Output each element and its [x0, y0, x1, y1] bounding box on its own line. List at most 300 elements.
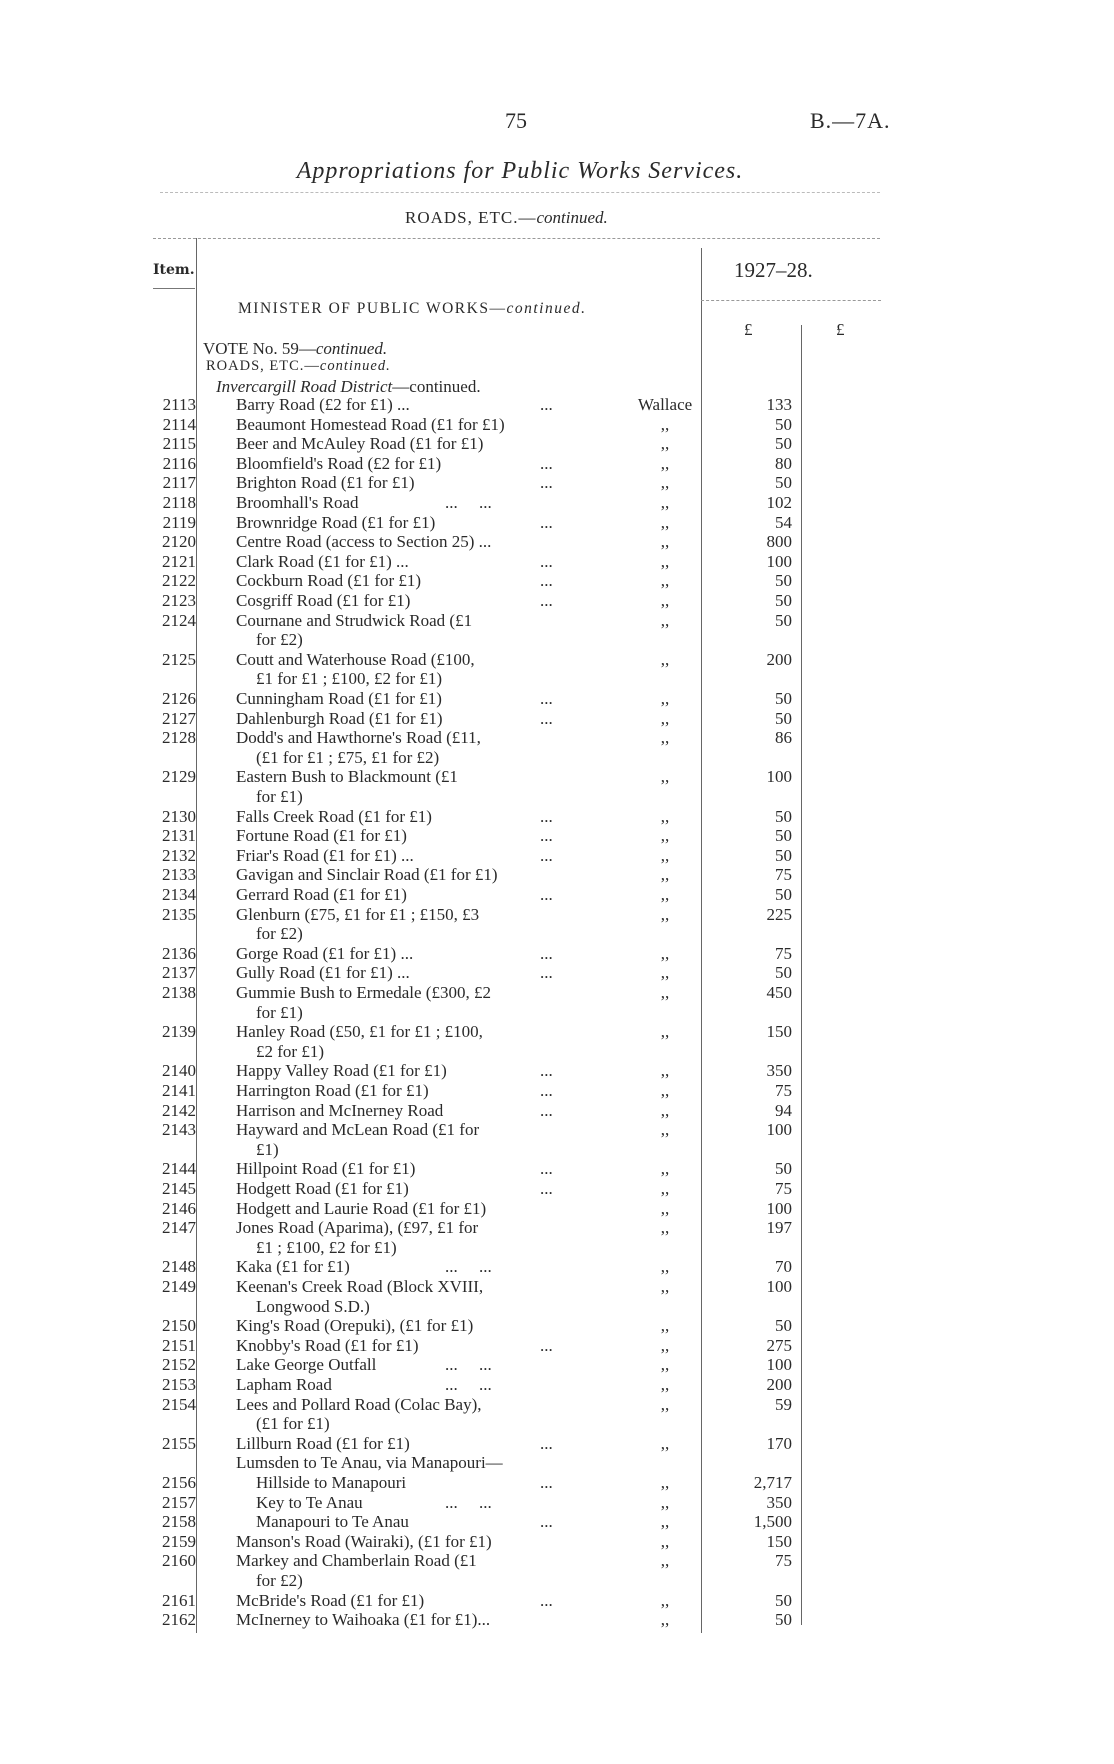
amount-cell: 50: [775, 806, 792, 826]
amount-cell: 50: [775, 473, 792, 493]
table-row: [0, 1022, 1114, 1061]
item-description: [236, 552, 566, 572]
description-text: Dodd's and Hawthorne's Road (£11,: [236, 728, 481, 748]
district-label: Invercargill Road District: [216, 377, 393, 396]
table-row: [0, 885, 1114, 905]
district-cell: ,,: [660, 708, 670, 728]
item-number: 2115: [162, 434, 196, 454]
item-number: 2156: [162, 1473, 196, 1492]
amount-cell: 275: [766, 1335, 792, 1355]
description-text: Lillburn Road (£1 for £1): [236, 1433, 410, 1453]
district-cell: ,,: [660, 1590, 670, 1610]
amount-cell: 100: [766, 551, 792, 571]
district-cell: ,,: [660, 1512, 670, 1532]
description-continuation: for £1): [256, 1002, 303, 1022]
district-cell: ,,: [660, 610, 670, 630]
amount-cell: 2,717: [753, 1473, 792, 1492]
minister-cont: continued.: [506, 300, 587, 317]
table-row: [0, 1159, 1114, 1179]
item-description: [236, 1081, 566, 1101]
district-heading: [216, 377, 481, 397]
item-description: [236, 1277, 566, 1316]
description-text: Happy Valley Road (£1 for £1): [236, 1061, 447, 1081]
table-row: [0, 728, 1114, 767]
amount-cell: 50: [775, 571, 792, 591]
item-number: 2128: [162, 728, 196, 748]
amount-cell: 100: [766, 767, 792, 787]
description-text: Kaka (£1 for £1): [236, 1257, 350, 1277]
item-description: [236, 454, 566, 474]
item-number: 2158: [162, 1512, 196, 1532]
item-description: [236, 1101, 566, 1121]
table-row: [0, 1493, 1114, 1513]
leader-dots: ...: [540, 1081, 553, 1100]
description-text: Manson's Road (Wairaki), (£1 for £1): [236, 1531, 492, 1551]
item-number: 2139: [162, 1022, 196, 1042]
district-cell: ,,: [660, 453, 670, 473]
district-cell: ,,: [660, 728, 670, 748]
table-row: [0, 434, 1114, 454]
district-cell: ,,: [660, 1022, 670, 1042]
amount-cell: 800: [766, 532, 792, 552]
item-description: [236, 1336, 566, 1356]
year-header-rule: [701, 300, 881, 301]
item-number: 2147: [162, 1218, 196, 1238]
table-row: [0, 532, 1114, 552]
district-cell: ,,: [660, 1355, 670, 1375]
district-cell: ,,: [660, 1316, 670, 1336]
leader-dots: ...: [540, 806, 553, 826]
item-number: 2127: [162, 708, 196, 728]
district-cell: ,,: [660, 1335, 670, 1355]
item-number: 2161: [162, 1590, 196, 1610]
district-cell: ,,: [660, 1120, 670, 1140]
district-cont: —continued.: [392, 377, 481, 396]
table-row: [0, 1120, 1114, 1159]
amount-cell: 350: [766, 1061, 792, 1081]
table-row: [0, 846, 1114, 866]
item-number: 2114: [162, 414, 196, 434]
item-description: [236, 1179, 566, 1199]
leader-dots: ... ...: [445, 493, 492, 512]
table-row: [0, 1218, 1114, 1257]
item-number: 2143: [162, 1120, 196, 1140]
amount-cell: 1,500: [753, 1512, 792, 1532]
table-row: [0, 552, 1114, 572]
item-description: [256, 1493, 586, 1513]
item-description: [236, 591, 566, 611]
table-row: [0, 1316, 1114, 1336]
amount-cell: 225: [766, 904, 792, 924]
leader-dots: ...: [540, 473, 553, 493]
description-text: Bloomfield's Road (£2 for £1): [236, 453, 442, 473]
item-description: [236, 1316, 566, 1336]
table-top-rule: [153, 238, 880, 239]
item-description: [236, 885, 566, 905]
district-cell: ,,: [660, 1277, 670, 1296]
description-text: Knobby's Road (£1 for £1): [236, 1335, 419, 1355]
item-description: [236, 1257, 566, 1277]
district-cell: ,,: [660, 1531, 670, 1551]
leader-dots: ...: [540, 689, 553, 708]
page-number: 75: [505, 108, 527, 133]
item-number: 2116: [162, 453, 196, 473]
leader-dots: ...: [540, 845, 553, 865]
item-description: [236, 1395, 566, 1434]
item-description: [236, 944, 566, 964]
description-continuation: for £2): [256, 1570, 303, 1590]
amount-cell: 200: [766, 649, 792, 669]
district-cell: ,,: [660, 885, 670, 904]
table-row: [0, 807, 1114, 827]
item-number: 2134: [162, 885, 196, 904]
leader-dots: ... ...: [445, 1375, 492, 1394]
leader-dots: ...: [540, 1473, 553, 1492]
table-row: [0, 767, 1114, 806]
amount-cell: 50: [775, 610, 792, 630]
district-cell: ,,: [660, 1492, 670, 1512]
item-description: [256, 1473, 586, 1493]
item-number: 2155: [162, 1433, 196, 1453]
district-cell: ,,: [660, 1100, 670, 1120]
district-cell: ,,: [660, 983, 670, 1002]
description-text: Hillpoint Road (£1 for £1): [236, 1159, 416, 1179]
item-number: 2145: [162, 1179, 196, 1198]
amount-cell: 197: [766, 1218, 792, 1238]
district-cell: ,,: [660, 943, 670, 963]
leader-dots: ...: [540, 591, 553, 610]
district-cell: ,,: [660, 806, 670, 826]
amount-cell: 54: [775, 512, 792, 532]
description-text: McBride's Road (£1 for £1): [236, 1590, 425, 1610]
district-cell: ,,: [660, 434, 670, 454]
description-text: Gorge Road (£1 for £1) ...: [236, 943, 414, 963]
description-text: Dahlenburgh Road (£1 for £1): [236, 708, 443, 728]
item-description: [236, 807, 566, 827]
table-row: [0, 591, 1114, 611]
description-text: King's Road (Orepuki), (£1 for £1): [236, 1316, 474, 1336]
description-text: Cosgriff Road (£1 for £1): [236, 591, 411, 610]
leader-dots: ...: [540, 826, 553, 846]
item-description: [236, 532, 566, 552]
item-number: 2122: [162, 571, 196, 591]
item-description: [236, 1610, 566, 1630]
item-number: 2117: [162, 473, 196, 493]
minister-heading: [238, 300, 586, 318]
district-cell: ,,: [660, 1375, 670, 1394]
table-row: [0, 905, 1114, 944]
amount-cell: 86: [775, 728, 792, 748]
item-description: [236, 963, 566, 983]
vote-label: VOTE No. 59—: [203, 339, 316, 358]
description-text: Hillside to Manapouri: [256, 1473, 407, 1492]
table-row: [0, 1061, 1114, 1081]
amount-cell: 50: [775, 689, 792, 708]
description-text: Gavigan and Sinclair Road (£1 for £1): [236, 865, 498, 885]
description-text: Broomhall's Road: [236, 493, 359, 512]
district-cell: ,,: [660, 689, 670, 708]
item-number: 2136: [162, 943, 196, 963]
district-cell: ,,: [660, 1394, 670, 1414]
description-text: Lake George Outfall: [236, 1355, 377, 1375]
amount-cell: 200: [766, 1375, 792, 1394]
item-number: 2154: [162, 1394, 196, 1414]
amount-cell: 94: [775, 1100, 792, 1120]
district-cell: Wallace: [637, 395, 693, 414]
leader-dots: ...: [540, 1433, 553, 1453]
district-cell: ,,: [660, 767, 670, 787]
item-number: 2118: [162, 493, 196, 512]
table-row: [0, 1199, 1114, 1219]
amount-cell: 50: [775, 826, 792, 846]
table-row: [0, 650, 1114, 689]
leader-dots: ...: [540, 1061, 553, 1081]
item-description: [256, 1512, 586, 1532]
item-number: 2146: [162, 1198, 196, 1218]
item-number: 2150: [162, 1316, 196, 1336]
description-text: Markey and Chamberlain Road (£1: [236, 1551, 477, 1571]
leader-dots: ...: [540, 571, 553, 591]
description-continuation: £1): [256, 1139, 279, 1159]
amount-cell: 50: [775, 1316, 792, 1336]
item-number: 2130: [162, 806, 196, 826]
leader-dots: ...: [540, 453, 553, 473]
amount-cell: 50: [775, 963, 792, 983]
leader-dots: ...: [540, 1100, 553, 1120]
amount-cell: 133: [766, 395, 792, 414]
description-text: Hodgett and Laurie Road (£1 for £1): [236, 1198, 487, 1218]
table-row: [0, 1551, 1114, 1590]
description-text: Cunningham Road (£1 for £1): [236, 689, 442, 708]
description-text: Gerrard Road (£1 for £1): [236, 885, 407, 904]
item-description: [236, 983, 566, 1022]
district-cell: ,,: [660, 414, 670, 434]
leader-dots: ...: [540, 1335, 553, 1355]
item-description: [236, 728, 566, 767]
item-number: 2159: [162, 1531, 196, 1551]
table-row: [0, 944, 1114, 964]
item-number: 2137: [162, 963, 196, 983]
item-number: 2133: [162, 865, 196, 885]
item-description: [236, 513, 566, 533]
leader-dots: ...: [540, 1179, 553, 1198]
item-number: 2162: [162, 1610, 196, 1630]
description-text: Friar's Road (£1 for £1) ...: [236, 845, 414, 865]
amount-cell: 150: [766, 1531, 792, 1551]
district-cell: ,,: [660, 1433, 670, 1453]
item-number: 2148: [162, 1257, 196, 1277]
item-number: 2123: [162, 591, 196, 610]
table-row: [0, 865, 1114, 885]
table-row: [0, 689, 1114, 709]
amount-cell: 50: [775, 845, 792, 865]
minister-label: MINISTER OF PUBLIC WORKS—: [238, 300, 507, 317]
item-number: 2125: [162, 649, 196, 669]
item-number: 2151: [162, 1335, 196, 1355]
pound-unit-right: £: [836, 320, 845, 339]
item-description: [236, 1355, 566, 1375]
amount-cell: 100: [766, 1355, 792, 1375]
leader-dots: ...: [540, 885, 553, 904]
description-continuation: £2 for £1): [256, 1041, 324, 1061]
amount-cell: 170: [766, 1433, 792, 1453]
description-text: Centre Road (access to Section 25) ...: [236, 532, 492, 552]
district-cell: ,,: [660, 1473, 670, 1492]
leader-dots: ...: [540, 512, 553, 532]
item-number: 2160: [162, 1551, 196, 1571]
item-description: [236, 395, 566, 415]
district-cell: ,,: [660, 649, 670, 669]
item-number: 2124: [162, 610, 196, 630]
roads-cont: continued.: [319, 358, 391, 374]
description-text: Beaumont Homestead Road (£1 for £1): [236, 414, 505, 434]
description-text: Glenburn (£75, £1 for £1 ; £150, £3: [236, 904, 480, 924]
item-number: 2132: [162, 845, 196, 865]
year-column-header: 1927–28.: [734, 258, 813, 282]
district-cell: ,,: [660, 473, 670, 493]
description-text: Barry Road (£2 for £1) ...: [236, 395, 410, 414]
amount-cell: 70: [775, 1257, 792, 1277]
description-continuation: for £2): [256, 630, 303, 650]
item-number: 2141: [162, 1081, 196, 1100]
table-row: [0, 1473, 1114, 1493]
table-row: [0, 1277, 1114, 1316]
item-description: [236, 709, 566, 729]
vote-heading: [203, 339, 387, 359]
district-cell: ,,: [660, 493, 670, 512]
description-continuation: £1 for £1 ; £100, £2 for £1): [256, 669, 443, 689]
district-cell: ,,: [660, 1610, 670, 1630]
leader-dots: ...: [540, 708, 553, 728]
document-reference: B.—7A.: [810, 108, 891, 133]
item-description: [236, 1375, 566, 1395]
item-description: [236, 1551, 566, 1590]
table-row: [0, 709, 1114, 729]
district-cell: ,,: [660, 1257, 670, 1277]
district-cell: ,,: [660, 1081, 670, 1100]
item-number: 2119: [162, 512, 196, 532]
section-subtitle: [405, 208, 608, 228]
amount-cell: 102: [766, 493, 792, 512]
description-text: Lees and Pollard Road (Colac Bay),: [236, 1394, 482, 1414]
item-description: [236, 1218, 566, 1257]
district-cell: ,,: [660, 904, 670, 924]
district-cell: ,,: [660, 1198, 670, 1218]
description-continuation: Longwood S.D.): [256, 1296, 370, 1316]
amount-cell: 75: [775, 943, 792, 963]
item-number: 2113: [162, 395, 196, 414]
item-description: [236, 689, 566, 709]
item-header-rule: [153, 288, 195, 289]
item-description: [236, 905, 566, 944]
district-cell: ,,: [660, 1551, 670, 1571]
table-row: [0, 1375, 1114, 1395]
district-cell: ,,: [660, 826, 670, 846]
description-text: Cockburn Road (£1 for £1): [236, 571, 422, 591]
description-text: Gummie Bush to Ermedale (£300, £2: [236, 983, 491, 1002]
amount-cell: 50: [775, 885, 792, 904]
table-row: [0, 1179, 1114, 1199]
description-text: Brighton Road (£1 for £1): [236, 473, 415, 493]
description-text: Manapouri to Te Anau: [256, 1512, 409, 1532]
table-row: [0, 513, 1114, 533]
amount-cell: 350: [766, 1492, 792, 1512]
amount-cell: 100: [766, 1277, 792, 1296]
district-cell: ,,: [660, 845, 670, 865]
table-row: [0, 611, 1114, 650]
description-text: Key to Te Anau: [256, 1492, 363, 1512]
item-description: [236, 473, 566, 493]
item-number: 2129: [162, 767, 196, 787]
table-row: [0, 1532, 1114, 1552]
table-row: [0, 395, 1114, 415]
district-cell: ,,: [660, 591, 670, 610]
amount-cell: 50: [775, 591, 792, 610]
table-row: [0, 454, 1114, 474]
item-description: [236, 571, 566, 591]
table-row: [0, 963, 1114, 983]
description-text: McInerney to Waihoaka (£1 for £1)...: [236, 1610, 491, 1630]
district-cell: ,,: [660, 963, 670, 983]
item-number: 2135: [162, 904, 196, 924]
amount-cell: 50: [775, 1610, 792, 1630]
leader-dots: ... ...: [445, 1492, 492, 1512]
table-row: [0, 1453, 1114, 1473]
district-cell: ,,: [660, 512, 670, 532]
amount-cell: 75: [775, 865, 792, 885]
item-column-header: Item.: [153, 262, 195, 278]
item-description: [236, 1591, 566, 1611]
table-row: [0, 826, 1114, 846]
description-continuation: for £2): [256, 924, 303, 944]
item-number: 2140: [162, 1061, 196, 1081]
amount-cell: 150: [766, 1022, 792, 1042]
description-text: Cournane and Strudwick Road (£1: [236, 610, 473, 630]
leader-dots: ...: [540, 1590, 553, 1610]
description-text: Brownridge Road (£1 for £1): [236, 512, 436, 532]
table-row: [0, 571, 1114, 591]
amount-cell: 50: [775, 414, 792, 434]
item-description: [236, 1532, 566, 1552]
table-row: [0, 1395, 1114, 1434]
item-number: 2153: [162, 1375, 196, 1394]
table-row: [0, 1355, 1114, 1375]
item-number: 2152: [162, 1355, 196, 1375]
table-row: [0, 1101, 1114, 1121]
vote-cont: continued.: [315, 339, 388, 358]
leader-dots: ...: [540, 1512, 553, 1532]
description-text: Lumsden to Te Anau, via Manapouri—: [236, 1453, 503, 1473]
item-description: [236, 650, 566, 689]
item-description: [236, 846, 566, 866]
item-number: 2121: [162, 551, 196, 571]
item-description: [236, 1434, 566, 1454]
description-text: Eastern Bush to Blackmount (£1: [236, 767, 458, 787]
item-number: 2131: [162, 826, 196, 846]
table-row: [0, 1610, 1114, 1630]
amount-cell: 100: [766, 1120, 792, 1140]
description-text: Fortune Road (£1 for £1): [236, 826, 407, 846]
amount-cell: 80: [775, 453, 792, 473]
amount-cell: 75: [775, 1081, 792, 1100]
description-continuation: (£1 for £1 ; £75, £1 for £2): [256, 747, 440, 767]
description-continuation: for £1): [256, 786, 303, 806]
item-number: 2120: [162, 532, 196, 552]
description-continuation: (£1 for £1): [256, 1414, 330, 1434]
description-text: Jones Road (Aparima), (£97, £1 for: [236, 1218, 479, 1238]
pound-unit-left: £: [744, 320, 753, 339]
table-row: [0, 983, 1114, 1022]
